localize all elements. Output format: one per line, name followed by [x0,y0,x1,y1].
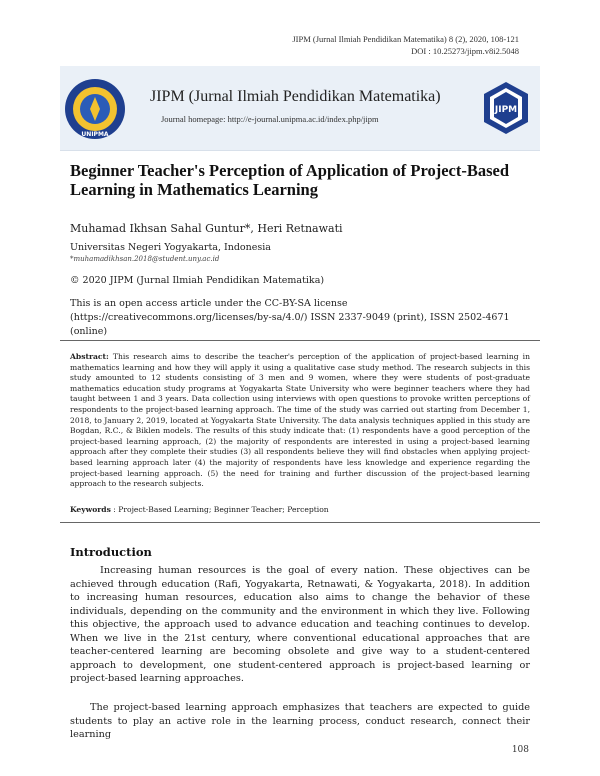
running-header-citation: JIPM (Jurnal Ilmiah Pendidikan Matematika) 8 (2), 2020, 108-121 [292,34,519,44]
section-heading-introduction: Introduction [70,545,152,559]
keywords-text: : Project-Based Learning; Beginner Teacher; Perception [110,505,329,514]
jipm-logo [482,80,530,136]
author-email[interactable]: *muhamadikhsan.2018@student.uny.ac.id [70,255,220,263]
journal-homepage[interactable]: Journal homepage: http://e-journal.unipma.ac.id/index.php/jipm [161,114,379,124]
paper-authors: Muhamad Ikhsan Sahal Guntur*, Heri Retnawati [70,222,343,235]
keywords-label: Keywords [70,505,111,514]
unipma-logo-text: UNIPMA [81,131,109,138]
copyright-notice: © 2020 JIPM (Jurnal Ilmiah Pendidikan Matematika) [70,275,325,286]
unipma-logo [64,78,126,140]
license-notice: This is an open access article under the CC-BY-SA license (https://creativecommons.org/licenses/by-sa/4.0/) ISSN 2337-9049 (print), ISSN 2502-4671 (online) [70,298,510,337]
jipm-logo-text: JIPM [494,105,518,115]
running-header-doi: DOI : 10.25273/jipm.v8i2.5048 [411,46,519,56]
journal-banner [60,66,540,151]
page-number: 108 [511,745,529,755]
keywords [70,505,329,514]
intro-paragraph-1: Increasing human resources is the goal of every nation. These objectives can be achieved through education (Rafi, Yogyakarta, Retnawati, & Yogyakarta, 2018). In addition to increasing human resources, education also aims to change the behavior of these individuals, depending on the community and the environment in which they live. Following this objective, the approach used to advance education and teaching continues to develop. When we live in the 21st century, where conventional educational approaches that are teacher-centered learning are becoming obsolete and give way to a student-centered approach to development, one student-centered approach is project-based learning or project-based learning approaches. [70,565,530,684]
divider-bottom [60,522,540,523]
abstract-text: This research aims to describe the teacher's perception of the application of project-based learning in mathematics learning and how they will apply it using a qualitative case study method. The research subjects in this study amounted to 12 students consisting of 3 men and 9 women, where they were students of post-graduate mathematics education study programs at Yogyakarta State University who were beginner teachers where they had taught between 1 and 3 years. Data collection using interviews with open questions to provoke written perceptions of respondents to the project-based learning approach. The time of the study was carried out starting from December 1, 2018, to January 2, 2019, located at Yogyakarta State University. The data analysis techniques applied in this study are Bogdan, R.C., & Biklen models. The results of this study indicate that: (1) respondents have a good perception of the project-based learning approach, (2) the majority of respondents are interested in using a project-based learning approach after they complete their studies (3) all respondents believe they will find obstacles when applying project-based learning approach later (4) the majority of respondents have less knowledge and experience regarding the project-based learning approach. (5) the need for training and further discussion of the project-based learning approach to the research subjects. [70,352,530,489]
abstract-label: Abstract: [70,352,109,361]
intro-paragraph-2: The project-based learning approach emphasizes that teachers are expected to guide students to play an active role in the learning process, conduct research, connect their learning [70,702,530,740]
journal-title: JIPM (Jurnal Ilmiah Pendidikan Matematika) [150,88,441,105]
author-affiliation: Universitas Negeri Yogyakarta, Indonesia [70,242,271,253]
divider-top [60,340,540,341]
abstract [70,352,530,490]
paper-title: Beginner Teacher's Perception of Application of Project-Based Learning in Mathematics Learning [70,161,510,199]
